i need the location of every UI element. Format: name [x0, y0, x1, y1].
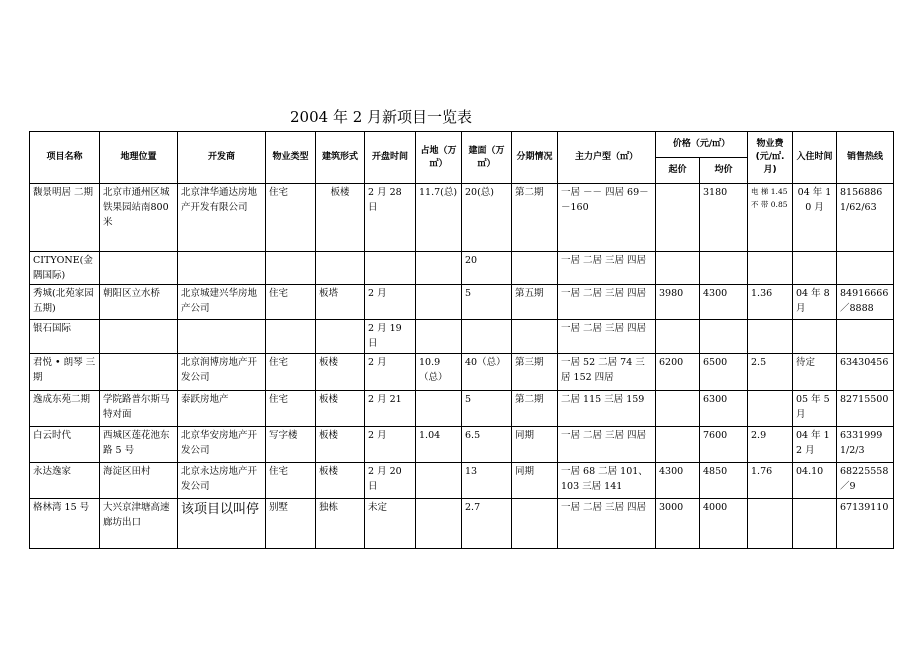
cell-unit: 一居 －－ 四居 69－－160	[558, 184, 656, 252]
cell-price-avg	[700, 252, 748, 285]
cell-developer: 泰跃房地产	[178, 391, 266, 427]
cell-area: 2.7	[462, 499, 512, 549]
cell-area: 13	[462, 463, 512, 499]
header-building-form: 建筑形式	[316, 132, 365, 184]
cell-open: 未定	[365, 499, 416, 549]
cell-name: 格林湾 15 号	[30, 499, 100, 549]
header-location: 地理位置	[100, 132, 178, 184]
cell-location	[100, 320, 178, 354]
cell-location: 大兴京津塘高速廊坊出口	[100, 499, 178, 549]
cell-developer: 北京华安房地产开发公司	[178, 427, 266, 463]
cell-phase: 第三期	[512, 354, 558, 391]
cell-move-in	[793, 252, 837, 285]
cell-location	[100, 252, 178, 285]
cell-fee: 2.5	[748, 354, 793, 391]
cell-location: 朝阳区立水桥	[100, 285, 178, 320]
cell-unit: 一居 52 二居 74 三居 152 四居	[558, 354, 656, 391]
header-property-type: 物业类型	[266, 132, 316, 184]
header-price-group: 价格（元/㎡）	[656, 132, 748, 158]
cell-name: CITYONE(金隅国际)	[30, 252, 100, 285]
cell-land	[416, 499, 462, 549]
cell-fee: 1.76	[748, 463, 793, 499]
header-phase: 分期情况	[512, 132, 558, 184]
cell-phase	[512, 252, 558, 285]
cell-price-start: 4300	[656, 463, 700, 499]
cell-open: 2 月 20 日	[365, 463, 416, 499]
cell-open: 2 月 19 日	[365, 320, 416, 354]
cell-type: 住宅	[266, 354, 316, 391]
cell-name: 秀城(北苑家园五期)	[30, 285, 100, 320]
cell-open: 2 月	[365, 285, 416, 320]
cell-open: 2 月	[365, 427, 416, 463]
cell-form: 独栋	[316, 499, 365, 549]
cell-name: 永达逸家	[30, 463, 100, 499]
header-unit-type: 主力户型（㎡）	[558, 132, 656, 184]
cell-hotline: 63319991/2/3	[837, 427, 894, 463]
table-row	[30, 391, 894, 427]
cell-price-avg: 3180	[700, 184, 748, 252]
document-title: 2004 年 2 月新项目一览表	[290, 108, 473, 126]
header-opening-time: 开盘时间	[365, 132, 416, 184]
cell-phase: 第二期	[512, 184, 558, 252]
cell-open: 2 月	[365, 354, 416, 391]
cell-hotline	[837, 320, 894, 354]
cell-hotline: 84916666／8888	[837, 285, 894, 320]
cell-land: 11.7(总)	[416, 184, 462, 252]
table-row	[30, 354, 894, 391]
header-move-in: 入住时间	[793, 132, 837, 184]
cell-hotline: 68225558／9	[837, 463, 894, 499]
cell-move-in	[793, 499, 837, 549]
cell-hotline	[837, 252, 894, 285]
cell-type: 别墅	[266, 499, 316, 549]
header-price-start: 起价	[656, 158, 700, 184]
table-row	[30, 499, 894, 549]
cell-price-start: 3000	[656, 499, 700, 549]
header-developer: 开发商	[178, 132, 266, 184]
cell-developer: 北京津华通达房地产开发有限公司	[178, 184, 266, 252]
cell-type: 住宅	[266, 184, 316, 252]
cell-open: 2 月 28 日	[365, 184, 416, 252]
cell-price-avg: 4300	[700, 285, 748, 320]
cell-hotline: 82715500	[837, 391, 894, 427]
cell-move-in: 待定	[793, 354, 837, 391]
cell-open: 2 月 21	[365, 391, 416, 427]
cell-form	[316, 252, 365, 285]
cell-form: 板楼	[316, 184, 365, 252]
cell-price-avg: 6500	[700, 354, 748, 391]
cell-price-start: 6200	[656, 354, 700, 391]
cell-price-avg: 4850	[700, 463, 748, 499]
cell-fee	[748, 252, 793, 285]
cell-fee: 2.9	[748, 427, 793, 463]
cell-location: 海淀区田村	[100, 463, 178, 499]
cell-area	[462, 320, 512, 354]
cell-unit: 一居 二居 三居 四居	[558, 252, 656, 285]
cell-type	[266, 252, 316, 285]
cell-price-avg: 7600	[700, 427, 748, 463]
cell-move-in: 04.10	[793, 463, 837, 499]
cell-name: 馥景明居 二期	[30, 184, 100, 252]
cell-unit: 一居 二居 三居 四居	[558, 320, 656, 354]
cell-type: 写字楼	[266, 427, 316, 463]
table-row	[30, 463, 894, 499]
header-price-avg: 均价	[700, 158, 748, 184]
cell-price-avg	[700, 320, 748, 354]
cell-land	[416, 252, 462, 285]
cell-land	[416, 463, 462, 499]
cell-unit: 一居 二居 三居 四居	[558, 427, 656, 463]
cell-land: 1.04	[416, 427, 462, 463]
table-row	[30, 184, 894, 252]
header-land-area: 占地（万㎡）	[416, 132, 462, 184]
table-row	[30, 252, 894, 285]
cell-price-avg: 4000	[700, 499, 748, 549]
cell-fee	[748, 320, 793, 354]
cell-area: 5	[462, 391, 512, 427]
cell-area: 5	[462, 285, 512, 320]
cell-phase: 同期	[512, 427, 558, 463]
cell-location: 学院路普尔斯马特对面	[100, 391, 178, 427]
cell-hotline: 63430456	[837, 354, 894, 391]
cell-name: 君悦 • 朗琴 三期	[30, 354, 100, 391]
table-row	[30, 320, 894, 354]
cell-phase	[512, 499, 558, 549]
header-name: 项目名称	[30, 132, 100, 184]
cell-developer: 北京润博房地产开发公司	[178, 354, 266, 391]
cell-form: 板楼	[316, 427, 365, 463]
cell-developer: 北京城建兴华房地产公司	[178, 285, 266, 320]
cell-area: 20(总)	[462, 184, 512, 252]
cell-type: 住宅	[266, 463, 316, 499]
cell-hotline: 81568861/62/63	[837, 184, 894, 252]
cell-land	[416, 391, 462, 427]
cell-location	[100, 354, 178, 391]
cell-move-in: 04 年 10 月	[793, 184, 837, 252]
cell-land	[416, 320, 462, 354]
cell-developer: 北京永达房地产开发公司	[178, 463, 266, 499]
cell-hotline: 67139110	[837, 499, 894, 549]
cell-move-in: 04 年 8 月	[793, 285, 837, 320]
cell-phase: 同期	[512, 463, 558, 499]
cell-fee	[748, 391, 793, 427]
cell-land	[416, 285, 462, 320]
cell-form: 板楼	[316, 391, 365, 427]
cell-price-start	[656, 427, 700, 463]
cell-unit: 一居 68 二居 101、103 三居 141	[558, 463, 656, 499]
cell-move-in: 05 年 5 月	[793, 391, 837, 427]
cell-move-in	[793, 320, 837, 354]
cell-name: 银石国际	[30, 320, 100, 354]
cell-form: 板楼	[316, 354, 365, 391]
cell-form: 板塔	[316, 285, 365, 320]
cell-price-start	[656, 184, 700, 252]
header-hotline: 销售热线	[837, 132, 894, 184]
cell-unit: 二居 115 三居 159	[558, 391, 656, 427]
cell-phase: 第五期	[512, 285, 558, 320]
cell-type: 住宅	[266, 285, 316, 320]
cell-name: 逸成东苑二期	[30, 391, 100, 427]
cell-price-avg: 6300	[700, 391, 748, 427]
table-row	[30, 427, 894, 463]
cell-type	[266, 320, 316, 354]
cell-price-start	[656, 391, 700, 427]
cell-unit: 一居 二居 三居 四居	[558, 499, 656, 549]
cell-price-start	[656, 252, 700, 285]
cell-area: 20	[462, 252, 512, 285]
cell-form: 板楼	[316, 463, 365, 499]
cell-name: 白云时代	[30, 427, 100, 463]
cell-area: 6.5	[462, 427, 512, 463]
cell-fee: 1.36	[748, 285, 793, 320]
cell-location: 西城区莲花池东路 5 号	[100, 427, 178, 463]
cell-fee	[748, 499, 793, 549]
cell-price-start: 3980	[656, 285, 700, 320]
cell-form	[316, 320, 365, 354]
table-row	[30, 285, 894, 320]
cell-location: 北京市通州区城铁果园站南800米	[100, 184, 178, 252]
cell-open	[365, 252, 416, 285]
header-building-area: 建面（万㎡）	[462, 132, 512, 184]
cell-price-start	[656, 320, 700, 354]
cell-developer	[178, 320, 266, 354]
cell-unit: 一居 二居 三居 四居	[558, 285, 656, 320]
cell-phase	[512, 320, 558, 354]
cell-developer	[178, 252, 266, 285]
project-table	[29, 131, 894, 549]
cell-developer: 该项目以叫停	[178, 499, 266, 549]
cell-type: 住宅	[266, 391, 316, 427]
cell-move-in: 04 年 12 月	[793, 427, 837, 463]
cell-land: 10.9（总）	[416, 354, 462, 391]
header-mgmt-fee: 物业费(元/㎡.月)	[748, 132, 793, 184]
cell-phase: 第二期	[512, 391, 558, 427]
cell-area: 40（总）	[462, 354, 512, 391]
cell-fee: 电 梯 1.45 不 带 0.85	[748, 184, 793, 252]
